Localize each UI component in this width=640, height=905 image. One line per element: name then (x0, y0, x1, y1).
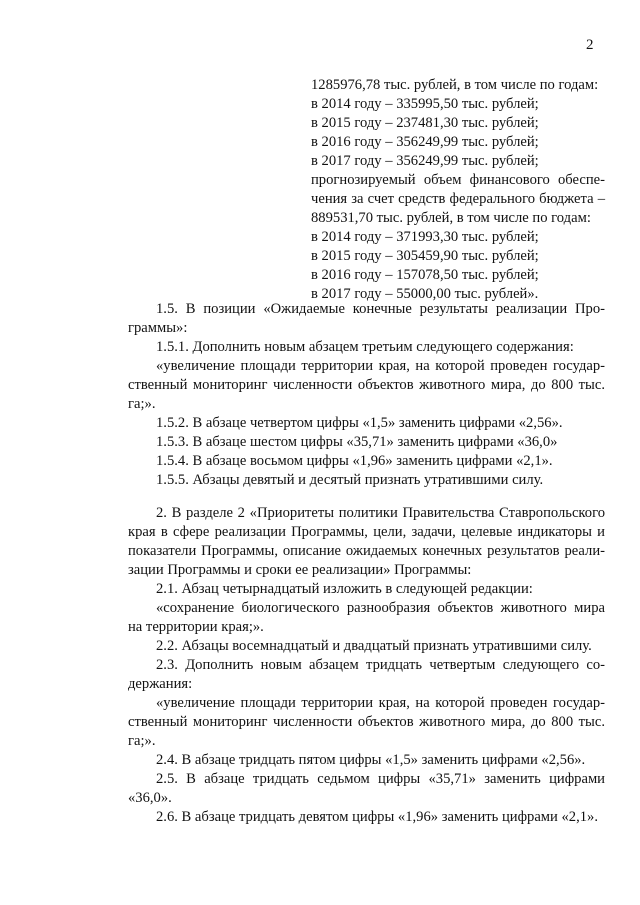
item-2-2: 2.2. Абзацы восемнадцатый и двадцатый признать утратившими силу. (156, 638, 592, 654)
item-2-5-cont: «36,0». (128, 790, 172, 806)
quote-line: «увеличение площади территории края, на которой проведен государ- (156, 695, 605, 711)
quote-line: «увеличение площади территории края, на которой проведен государ- (156, 358, 605, 374)
item-2-3: 2.3. Дополнить новым абзацем тридцать четвертым следующего со- (156, 657, 605, 673)
section-2-heading: 2. В разделе 2 «Приоритеты политики Правительства Ставропольского (156, 505, 605, 521)
page-number: 2 (586, 37, 594, 53)
item-1-5-4: 1.5.4. В абзаце восьмом цифры «1,96» заменить цифрами «2,1». (156, 453, 553, 469)
item-2-5: 2.5. В абзаце тридцать седьмом цифры «35,71» заменить цифрами (156, 771, 605, 787)
section-2-heading-cont: показатели Программы, описание ожидаемых конечных результатов реали- (128, 543, 605, 559)
financing-line: 889531,70 тыс. рублей, в том числе по годам: (311, 210, 591, 226)
item-2-3-cont: держания: (128, 676, 193, 692)
quote-line: га;». (128, 733, 156, 749)
quote-line: га;». (128, 396, 156, 412)
section-1-5-heading: 1.5. В позиции «Ожидаемые конечные результаты реализации Про- (156, 301, 605, 317)
item-2-1: 2.1. Абзац четырнадцатый изложить в следующей редакции: (156, 581, 533, 597)
financing-line: чения за счет средств федерального бюджета – (311, 191, 605, 207)
item-1-5-5: 1.5.5. Абзацы девятый и десятый признать утратившими силу. (156, 472, 544, 488)
financing-line: 1285976,78 тыс. рублей, в том числе по годам: (311, 77, 599, 93)
item-2-4: 2.4. В абзаце тридцать пятом цифры «1,5» заменить цифрами «2,56». (156, 752, 586, 768)
item-1-5-2: 1.5.2. В абзаце четвертом цифры «1,5» заменить цифрами «2,56». (156, 415, 563, 431)
item-2-6: 2.6. В абзаце тридцать девятом цифры «1,96» заменить цифрами «2,1». (156, 809, 598, 825)
financing-line: в 2015 году – 305459,90 тыс. рублей; (311, 248, 539, 264)
quote-line: ственный мониторинг численности объектов животного мира, до 800 тыс. (128, 377, 605, 393)
financing-line: в 2017 году – 55000,00 тыс. рублей». (311, 286, 539, 302)
item-1-5-3: 1.5.3. В абзаце шестом цифры «35,71» заменить цифрами «36,0» (156, 434, 558, 450)
section-2-heading-cont: края в сфере реализации Программы, цели, задачи, целевые индикаторы и (128, 524, 605, 540)
financing-line: в 2014 году – 335995,50 тыс. рублей; (311, 96, 539, 112)
financing-line: в 2016 году – 157078,50 тыс. рублей; (311, 267, 539, 283)
quote-line: на территории края;». (128, 619, 264, 635)
financing-line: в 2015 году – 237481,30 тыс. рублей; (311, 115, 539, 131)
financing-line: в 2014 году – 371993,30 тыс. рублей; (311, 229, 539, 245)
financing-line: в 2016 году – 356249,99 тыс. рублей; (311, 134, 539, 150)
section-1-5-heading-cont: граммы»: (128, 320, 188, 336)
quote-line: «сохранение биологического разнообразия объектов животного мира (156, 600, 605, 616)
financing-line: в 2017 году – 356249,99 тыс. рублей; (311, 153, 539, 169)
quote-line: ственный мониторинг численности объектов животного мира, до 800 тыс. (128, 714, 605, 730)
item-1-5-1: 1.5.1. Дополнить новым абзацем третьим следующего содержания: (156, 339, 574, 355)
financing-line: прогнозируемый объем финансового обеспе- (311, 172, 605, 188)
section-2-heading-cont: зации Программы и сроки ее реализации» Программы: (128, 562, 472, 578)
